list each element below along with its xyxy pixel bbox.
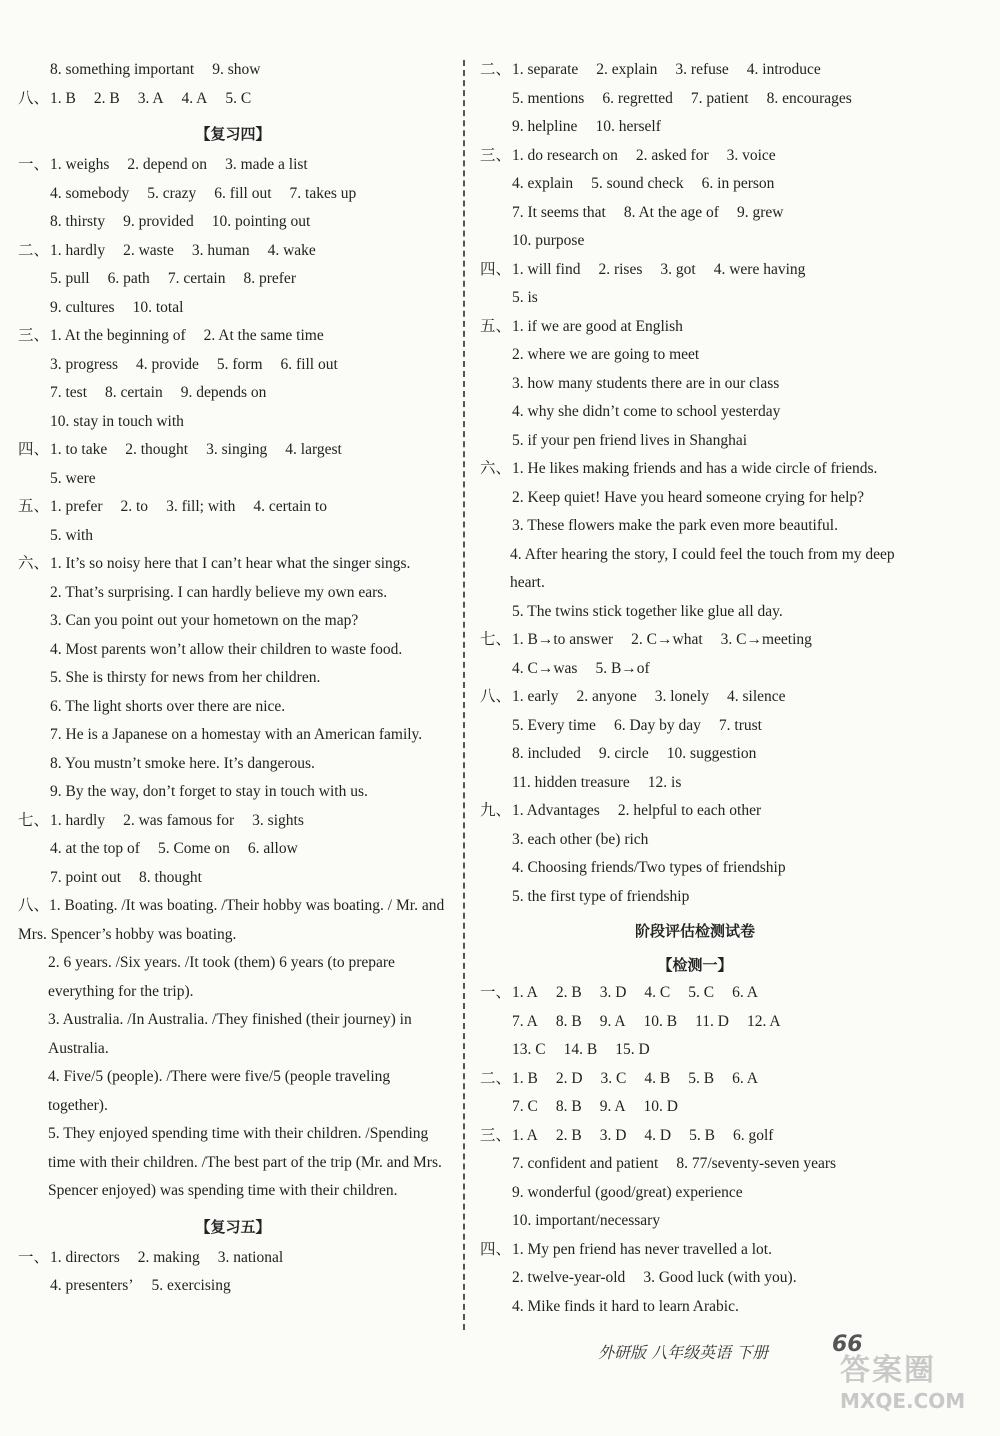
answer-item: 10. stay in touch with [50, 412, 184, 430]
answer-item: 2. rises [598, 260, 643, 278]
answer-item: 9. grew [736, 203, 784, 221]
answer-item: 8. encourages [766, 89, 852, 107]
answer-line [18, 180, 448, 209]
answer-line [480, 826, 910, 855]
answer-item: 2. to [120, 498, 149, 515]
answer-item: 4. introduce [746, 61, 821, 78]
answer-item: 7. certain [167, 270, 226, 287]
answer-line [480, 370, 910, 399]
section-marker: 一、 [18, 156, 50, 173]
answer-line [18, 265, 448, 294]
answer-line [18, 465, 448, 494]
answer-item: 3. lonely [654, 688, 709, 705]
answer-line [480, 1264, 910, 1293]
answer-item: 7. C [512, 1098, 538, 1115]
section-marker: 六、 [480, 460, 512, 477]
section-marker: 二、 [480, 1069, 512, 1087]
answer-item: 3. D [599, 984, 627, 1001]
answer-item: 9. A [599, 1098, 626, 1115]
answer-line [18, 237, 448, 266]
answer-item: 4. were having [713, 260, 806, 278]
answer-line [18, 607, 448, 636]
answer-line [480, 256, 910, 285]
answer-item: 5. B [688, 1069, 715, 1087]
right-column [480, 56, 910, 1321]
answer-item: 3. voice [726, 146, 776, 164]
answer-item: 3. sights [252, 811, 304, 829]
answer-line [18, 56, 448, 85]
answer-item: 1. to take [50, 441, 108, 458]
answer-line [480, 1036, 910, 1065]
answer-item: 6. golf [732, 1126, 774, 1144]
section-heading: 【复习四】 [195, 125, 271, 143]
answer-item: 9. show [212, 61, 261, 78]
answer-item: 3. how many students there are in our class [512, 374, 780, 392]
answer-item: 5. C [225, 89, 252, 107]
answer-item: 3. singing [206, 441, 268, 458]
answer-item: 1. My pen friend has never travelled a lot. [512, 1240, 772, 1258]
answer-item: 13. C [512, 1041, 546, 1058]
answer-item: 3. progress [50, 355, 119, 373]
answer-item: 9. provided [123, 213, 194, 230]
answer-line [18, 436, 448, 465]
answer-item: 8. included [512, 745, 581, 762]
answer-line [480, 769, 910, 798]
answer-item: 5. if your pen friend lives in Shanghai [512, 431, 748, 449]
answer-line [18, 493, 448, 522]
answer-line [480, 398, 910, 427]
answer-item: 2. explain [596, 61, 658, 78]
answer-item: 4. Choosing friends/Two types of friendship [512, 859, 786, 876]
answer-item: 1. if we are good at English [512, 317, 683, 335]
answer-item: 10. important/necessary [512, 1212, 661, 1229]
answer-item: 2. B [555, 984, 582, 1001]
answer-item: 9. By the way, don’t forget to stay in touch with us. [50, 783, 368, 800]
answer-item: 1. It’s so noisy here that I can’t hear what the singer sings. [50, 555, 411, 572]
answer-item: 10. B [643, 1012, 678, 1030]
answer-item: 12. is [647, 773, 682, 791]
section-marker: 五、 [18, 498, 50, 515]
answer-item: 14. B [563, 1041, 598, 1058]
answer-line [480, 142, 910, 171]
answer-item: 4. B [644, 1069, 671, 1087]
answer-item: 5. mentions [512, 89, 585, 107]
answer-line [480, 683, 910, 712]
answer-item: 7. takes up [289, 184, 357, 202]
section-marker: 五、 [480, 317, 512, 335]
answer-line [480, 1065, 910, 1094]
answer-line [18, 664, 448, 693]
section-marker: 四、 [480, 260, 512, 278]
answer-item: 1. B [50, 89, 76, 107]
answer-item: 5. were [50, 469, 96, 487]
answer-item: 3. national [217, 1248, 284, 1266]
answer-item: 5. is [512, 289, 538, 306]
answer-item: 3. These flowers make the park even more beautiful. [512, 517, 838, 534]
answer-item: 6. regretted [602, 89, 673, 107]
footer-book-title: 外研版 八年级英语 下册 [598, 1343, 769, 1362]
answer-item: 6. Day by day [613, 716, 701, 734]
section-marker: 八、 [480, 688, 512, 705]
answer-item: 5. crazy [147, 184, 197, 202]
answer-item: 4. largest [285, 441, 342, 458]
answer-line [18, 208, 448, 237]
answer-line [480, 56, 910, 85]
answer-line [18, 1244, 448, 1273]
answer-item: 3. A [137, 89, 164, 107]
answer-line [480, 1150, 910, 1179]
answer-paragraph: 5. They enjoyed spending time with their children. /Spending time with their children. /The best part of the trip (Mr. and Mrs. Spencer enjoyed) was spending time with their children. [48, 1125, 442, 1199]
answer-item: 7. confident and patient [512, 1155, 659, 1172]
answer-item: 8. prefer [243, 270, 296, 287]
answer-line [18, 408, 448, 437]
answer-item: 1. weighs [50, 156, 110, 173]
answer-item: 8. B [555, 1098, 582, 1115]
answer-item: 1. prefer [50, 498, 103, 515]
answer-item: 10. suggestion [666, 745, 757, 762]
answer-line [18, 322, 448, 351]
answer-item: 6. A [732, 1069, 758, 1087]
answer-item: 3. made a list [225, 156, 308, 173]
answer-item: 5. sound check [591, 175, 684, 192]
answer-item: 10. pointing out [211, 213, 311, 230]
answer-line [480, 484, 910, 513]
answer-item: 4. presenters’ [50, 1277, 134, 1294]
answer-paragraph: 3. Australia. /In Australia. /They finished (their journey) in Australia. [48, 1011, 412, 1057]
answer-item: 3. Can you point out your hometown on the map? [50, 612, 359, 629]
answer-item: 6. in person [701, 175, 775, 192]
answer-item: 7. trust [718, 716, 762, 734]
answer-line [480, 313, 910, 342]
page-number: 66 [832, 1332, 863, 1357]
answer-item: 2. twelve-year-old [512, 1269, 626, 1286]
answer-item: 3. C→meeting [720, 631, 812, 648]
answer-item: 5. B [689, 1126, 715, 1144]
answer-item: 2. That’s surprising. I can hardly believe my own ears. [50, 583, 388, 601]
answer-item: 2. helpful to each other [617, 802, 762, 819]
answer-item: 10. herself [595, 118, 661, 135]
left-column [18, 56, 448, 1301]
answer-item: 4. explain [512, 175, 574, 192]
answer-item: 5. B→of [595, 659, 650, 677]
section-marker: 三、 [480, 1126, 512, 1144]
answer-item: 6. fill out [280, 355, 338, 373]
answer-item: 2. At the same time [203, 327, 324, 344]
answer-item: 9. A [599, 1012, 626, 1030]
answer-item: 3. Good luck (with you). [643, 1269, 797, 1286]
answer-line [18, 550, 448, 579]
answer-item: 2. Keep quiet! Have you heard someone crying for help? [512, 488, 865, 506]
answer-line [480, 1008, 910, 1037]
answer-item: 3. got [660, 260, 696, 278]
answer-item: 6. The light shorts over there are nice. [50, 697, 286, 715]
answer-item: 4. A [181, 89, 208, 107]
answer-item: 3. refuse [675, 61, 729, 78]
answer-line [480, 854, 910, 883]
answer-item: 1. separate [512, 61, 579, 78]
section-marker: 三、 [18, 327, 50, 344]
answer-item: 4. Mike finds it hard to learn Arabic. [512, 1297, 739, 1315]
answer-line [480, 170, 910, 199]
answer-item: 9. depends on [180, 384, 267, 401]
answer-item: 4. certain to [253, 498, 327, 515]
answer-item: 8. something important [50, 61, 195, 78]
answer-item: 3. D [599, 1126, 627, 1144]
section-marker: 一、 [18, 1248, 50, 1266]
answer-item: 8. thought [139, 868, 202, 886]
answer-item: 4. why she didn’t come to school yesterday [512, 403, 781, 420]
answer-line [480, 626, 910, 655]
section-marker: 六、 [18, 555, 50, 572]
answer-item: 8. At the age of [623, 203, 719, 221]
answer-line [480, 979, 910, 1008]
answer-item: 5. She is thirsty for news from her children. [50, 669, 321, 686]
answer-item: 5. The twins stick together like glue all day. [512, 602, 783, 620]
answer-item: 1. At the beginning of [50, 327, 186, 344]
answer-item: 7. patient [690, 89, 749, 107]
answer-line [480, 1122, 910, 1151]
answer-line [18, 579, 448, 608]
answer-line [480, 1293, 910, 1322]
section-marker: 三、 [480, 146, 512, 164]
answer-item: 8. 77/seventy-seven years [676, 1155, 837, 1172]
answer-item: 3. C [600, 1069, 627, 1087]
answer-line [480, 199, 910, 228]
answer-item: 10. D [643, 1098, 678, 1115]
section-heading: 【复习五】 [195, 1217, 271, 1236]
answer-line [18, 693, 448, 722]
answer-item: 6. fill out [214, 184, 272, 202]
answer-line [18, 1272, 448, 1301]
answer-item: 15. D [615, 1041, 650, 1058]
answer-line [480, 85, 910, 114]
answer-item: 6. path [107, 270, 150, 287]
answer-item: 11. hidden treasure [512, 773, 630, 791]
answer-item: 5. the first type of friendship [512, 887, 690, 905]
answer-item: 4. C→was [512, 659, 578, 677]
answer-item: 7. He is a Japanese on a homestay with an American family. [50, 726, 423, 743]
answer-line [480, 1093, 910, 1122]
answer-item: 12. A [747, 1012, 781, 1030]
answer-line [480, 712, 910, 741]
answer-line [480, 598, 910, 627]
answer-item: 2. D [555, 1069, 583, 1087]
answer-line [18, 750, 448, 779]
answer-item: 8. thirsty [50, 213, 106, 230]
answer-item: 8. certain [105, 384, 163, 401]
answer-item: 4. provide [136, 355, 199, 373]
answer-item: 9. helpline [512, 118, 578, 135]
answer-line [480, 655, 910, 684]
answer-item: 1. B→to answer [512, 631, 614, 648]
answer-item: 3. fill; with [166, 498, 236, 515]
answer-line [18, 294, 448, 323]
answer-item: 1. hardly [50, 241, 106, 259]
answer-item: 2. making [137, 1248, 200, 1266]
section-marker: 一、 [480, 984, 512, 1001]
answer-item: 9. cultures [50, 298, 115, 316]
answer-item: 1. hardly [50, 811, 106, 829]
answer-item: 1. A [512, 1126, 538, 1144]
answer-item: 5. Every time [512, 716, 596, 734]
section-marker: 九、 [480, 802, 512, 819]
answer-item: 2. asked for [635, 146, 709, 164]
answer-item: 3. human [191, 241, 250, 259]
answer-item: 1. directors [50, 1248, 120, 1266]
answer-item: 1. will find [512, 260, 581, 278]
answer-item: 2. C→what [631, 631, 703, 648]
answer-item: 4. D [644, 1126, 672, 1144]
answer-paragraph: 4. Five/5 (people). /There were five/5 (people traveling together). [48, 1068, 391, 1114]
section-marker: 七、 [480, 631, 512, 648]
answer-line [480, 113, 910, 142]
answer-item: 4. C [644, 984, 671, 1001]
section-marker: 八、 [18, 89, 50, 107]
answer-line [18, 807, 448, 836]
answer-item: 2. thought [125, 441, 189, 458]
answer-item: 10. total [132, 298, 184, 316]
answer-line [18, 151, 448, 180]
answer-item: 5. pull [50, 270, 90, 287]
answer-line [480, 1236, 910, 1265]
section-marker: 四、 [18, 441, 50, 458]
section-heading: 【检测一】 [657, 956, 733, 974]
column-divider [463, 60, 465, 1330]
answer-item: 5. exercising [151, 1277, 231, 1294]
answer-item: 9. wonderful (good/great) experience [512, 1183, 743, 1201]
answer-item: 7. test [50, 384, 88, 401]
section-marker: 七、 [18, 811, 50, 829]
watermark-text: 答案圈 [840, 1353, 936, 1388]
answer-item: 1. early [512, 688, 559, 705]
watermark-logo [840, 1345, 990, 1430]
answer-line [18, 636, 448, 665]
answer-item: 2. where we are going to meet [512, 346, 700, 363]
answer-line [480, 797, 910, 826]
answer-line [480, 227, 910, 256]
section-marker: 四、 [480, 1240, 512, 1258]
answer-item: 11. D [695, 1012, 729, 1030]
answer-item: 1. Advantages [512, 802, 600, 819]
answer-line [480, 427, 910, 456]
answer-item: 4. at the top of [50, 840, 140, 857]
watermark-url: MXQE.COM [840, 1389, 966, 1413]
answer-item: 2. B [555, 1126, 582, 1144]
section-marker: 二、 [480, 61, 512, 78]
answer-line [480, 284, 910, 313]
answer-line [18, 522, 448, 551]
answer-line [18, 864, 448, 893]
answer-line [18, 721, 448, 750]
answer-line [480, 455, 910, 484]
answer-line [480, 341, 910, 370]
answer-line [480, 512, 910, 541]
answer-item: 5. with [50, 526, 94, 544]
answer-paragraph: 2. 6 years. /Six years. /It took (them) 6 years (to prepare everything for the trip). [48, 954, 395, 1000]
answer-item: 1. do research on [512, 146, 618, 164]
answer-line [18, 835, 448, 864]
answer-item: 5. C [688, 984, 715, 1001]
answer-item: 7. point out [50, 868, 122, 886]
answer-item: 6. allow [247, 840, 298, 857]
answer-item: 2. anyone [576, 688, 637, 705]
answer-item: 8. You mustn’t smoke here. It’s dangerous. [50, 754, 315, 772]
answer-paragraph: 4. After hearing the story, I could feel the touch from my deep heart. [510, 545, 895, 591]
answer-line [18, 778, 448, 807]
answer-item: 3. each other (be) rich [512, 830, 649, 848]
answer-item: 4. somebody [50, 184, 130, 202]
answer-line [480, 883, 910, 912]
answer-item: 2. B [93, 89, 120, 107]
answer-item: 4. silence [727, 688, 786, 705]
answer-item: 7. It seems that [512, 203, 606, 221]
answer-item: 2. was famous for [123, 811, 235, 829]
answer-item: 10. purpose [512, 232, 585, 249]
answer-item: 2. waste [123, 241, 174, 259]
answer-line [480, 1179, 910, 1208]
answer-paragraph: 八、1. Boating. /It was boating. /Their hobby was boating. / Mr. and Mrs. Spencer’s hobby was boating. [18, 897, 445, 943]
answer-item: 4. Most parents won’t allow their children to waste food. [50, 640, 403, 658]
answer-item: 2. depend on [127, 156, 208, 173]
answer-line [18, 351, 448, 380]
answer-item: 9. circle [598, 745, 649, 762]
answer-line [480, 1207, 910, 1236]
answer-item: 5. Come on [157, 840, 230, 857]
answer-line [18, 379, 448, 408]
answer-item: 1. B [512, 1069, 538, 1087]
answer-item: 7. A [512, 1012, 538, 1030]
answer-item: 6. A [732, 984, 758, 1001]
section-marker: 二、 [18, 241, 50, 259]
answer-item: 1. He likes making friends and has a wide circle of friends. [512, 460, 878, 477]
answer-line [18, 85, 448, 114]
section-heading: 阶段评估检测试卷 [634, 922, 755, 940]
answer-item: 1. A [512, 984, 538, 1001]
answer-item: 4. wake [267, 241, 316, 259]
answer-line [480, 740, 910, 769]
answer-item: 8. B [555, 1012, 582, 1030]
answer-item: 5. form [216, 355, 263, 373]
